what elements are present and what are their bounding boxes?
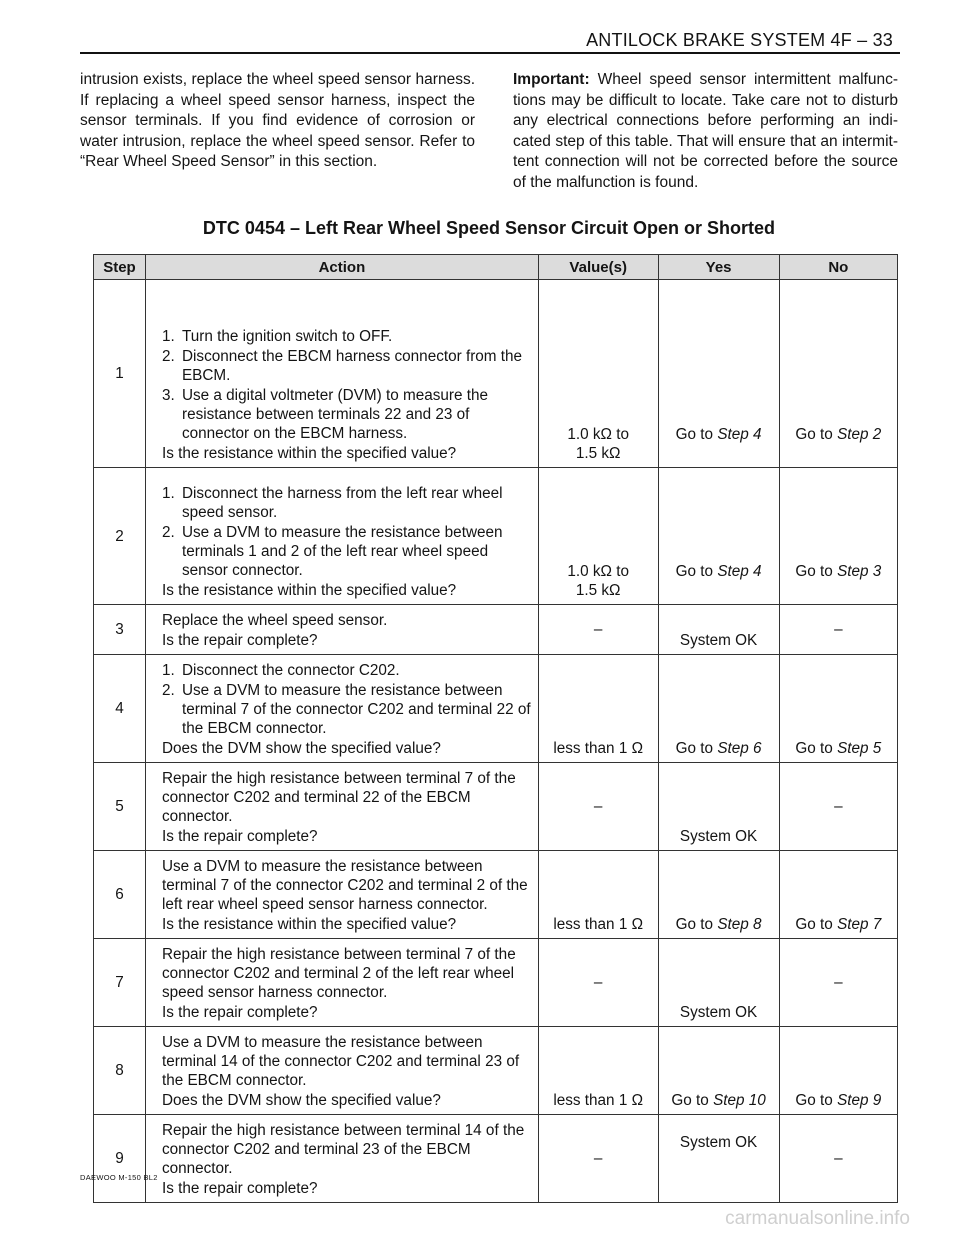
value-cell: – [538, 763, 658, 851]
no-cell: – [779, 605, 897, 655]
no-cell: – [779, 763, 897, 851]
table-row [94, 1027, 898, 1115]
yes-cell: Go to Step 4 [658, 468, 779, 605]
intro-right-paragraph [513, 70, 898, 193]
diagnostic-table [93, 254, 898, 1203]
yes-cell: Go to Step 8 [658, 851, 779, 939]
yes-cell: System OK [658, 605, 779, 655]
no-cell: Go to Step 7 [779, 851, 897, 939]
action-question: Is the repair complete? [161, 1004, 318, 1021]
step-number: 3 [94, 605, 146, 655]
action-substep: 2. Use a DVM to measure the resistance between terminal 7 of the connector C202 and terminal 22 of the EBCM connector. [161, 682, 531, 737]
action-text: Repair the high resistance between terminal 7 of the connector C202 and terminal 22 of the EBCM connector. [161, 770, 516, 825]
table-row [94, 468, 898, 605]
action-cell [145, 655, 538, 763]
value-cell: 1.0 kΩ to 1.5 kΩ [538, 280, 658, 468]
step-number: 7 [94, 939, 146, 1027]
action-cell [145, 1027, 538, 1115]
action-cell [145, 605, 538, 655]
yes-cell: System OK [658, 939, 779, 1027]
action-cell [145, 851, 538, 939]
no-cell: Go to Step 9 [779, 1027, 897, 1115]
important-label: Important: [513, 71, 590, 88]
important-text: Wheel speed sensor intermittent malfunctions may be difficult to locate. Take care not to disturb any electrical connections before performing an indicated step of this table. That will ensure that an intermittent connection will not be corrected before the source of the malfunction is found. [513, 71, 899, 191]
table-row [94, 280, 898, 468]
footer-code: DAEWOO M-150 BL2 [80, 1173, 158, 1182]
action-text: Repair the high resistance between terminal 7 of the connector C202 and terminal 2 of the left rear wheel speed sensor harness connector. [161, 946, 516, 1001]
table-header-row [94, 255, 898, 280]
action-substep: 1. Turn the ignition switch to OFF. [161, 328, 393, 345]
page-header-title: ANTILOCK BRAKE SYSTEM 4F – 33 [586, 30, 893, 50]
no-cell: Go to Step 5 [779, 655, 897, 763]
action-text: Use a DVM to measure the resistance between terminal 14 of the connector C202 and terminal 23 of the EBCM connector. [161, 1034, 520, 1089]
value-cell: less than 1 Ω [538, 655, 658, 763]
action-question: Is the resistance within the specified value? [161, 445, 457, 462]
action-substep: 3. Use a digital voltmeter (DVM) to measure the resistance between terminals 22 and 23 of connector on the EBCM harness. [161, 387, 489, 442]
step-number: 6 [94, 851, 146, 939]
yes-cell: Go to Step 4 [658, 280, 779, 468]
header-step: Step [94, 255, 146, 280]
value-cell: less than 1 Ω [538, 1027, 658, 1115]
table-row [94, 763, 898, 851]
value-cell: 1.0 kΩ to 1.5 kΩ [538, 468, 658, 605]
action-cell [145, 468, 538, 605]
action-question: Is the repair complete? [161, 828, 318, 845]
action-text: Use a DVM to measure the resistance between terminal 7 of the connector C202 and terminal 2 of the left rear wheel speed sensor harness connector. [161, 858, 528, 913]
intro-left-paragraph: intrusion exists, replace the wheel speed sensor harness. If replacing a wheel speed sensor harness, inspect the sensor terminals. If you find evidence of corrosion or water intrusion, replace the wheel speed sensor. Refer to “Rear Wheel Speed Sensor” in this section. [80, 71, 475, 170]
table-row [94, 605, 898, 655]
step-number: 8 [94, 1027, 146, 1115]
yes-cell: System OK [658, 763, 779, 851]
value-cell: – [538, 605, 658, 655]
header-no: No [779, 255, 897, 280]
action-substep: 2. Disconnect the EBCM harness connector from the EBCM. [161, 348, 523, 384]
step-number: 9 [94, 1115, 146, 1203]
value-cell: less than 1 Ω [538, 851, 658, 939]
action-question: Is the resistance within the specified value? [161, 582, 457, 599]
table-row [94, 655, 898, 763]
table-title: DTC 0454 – Left Rear Wheel Speed Sensor Circuit Open or Shorted [202, 218, 776, 238]
no-cell: – [779, 939, 897, 1027]
action-text: Repair the high resistance between terminal 14 of the connector C202 and terminal 23 of the EBCM connector. [161, 1122, 525, 1177]
no-cell: Go to Step 3 [779, 468, 897, 605]
action-cell [145, 1115, 538, 1203]
yes-cell: Go to Step 10 [658, 1027, 779, 1115]
table-row [94, 939, 898, 1027]
action-question: Is the resistance within the specified value? [161, 916, 457, 933]
action-question: Is the repair complete? [161, 632, 318, 649]
action-substep: 1. Disconnect the harness from the left rear wheel speed sensor. [161, 485, 503, 521]
action-substep: 2. Use a DVM to measure the resistance between terminals 1 and 2 of the left rear wheel speed sensor connector. [161, 524, 503, 579]
header-yes: Yes [658, 255, 779, 280]
header-values: Value(s) [538, 255, 658, 280]
header-action: Action [145, 255, 538, 280]
step-number: 4 [94, 655, 146, 763]
no-cell: – [779, 1115, 897, 1203]
table-row [94, 851, 898, 939]
table-row [94, 1115, 898, 1203]
watermark: carmanualsonline.info [725, 1208, 910, 1229]
header-divider [80, 52, 900, 54]
step-number: 5 [94, 763, 146, 851]
yes-cell: Go to Step 6 [658, 655, 779, 763]
action-cell [145, 280, 538, 468]
action-cell [145, 763, 538, 851]
value-cell: – [538, 939, 658, 1027]
action-question: Does the DVM show the specified value? [161, 740, 441, 757]
action-cell [145, 939, 538, 1027]
yes-cell: System OK [658, 1115, 779, 1203]
value-cell: – [538, 1115, 658, 1203]
action-substep: 1. Disconnect the connector C202. [161, 662, 400, 679]
step-number: 1 [94, 280, 146, 468]
action-text: Replace the wheel speed sensor. [161, 612, 388, 629]
action-question: Is the repair complete? [161, 1180, 318, 1197]
no-cell: Go to Step 2 [779, 280, 897, 468]
step-number: 2 [94, 468, 146, 605]
action-question: Does the DVM show the specified value? [161, 1092, 441, 1109]
